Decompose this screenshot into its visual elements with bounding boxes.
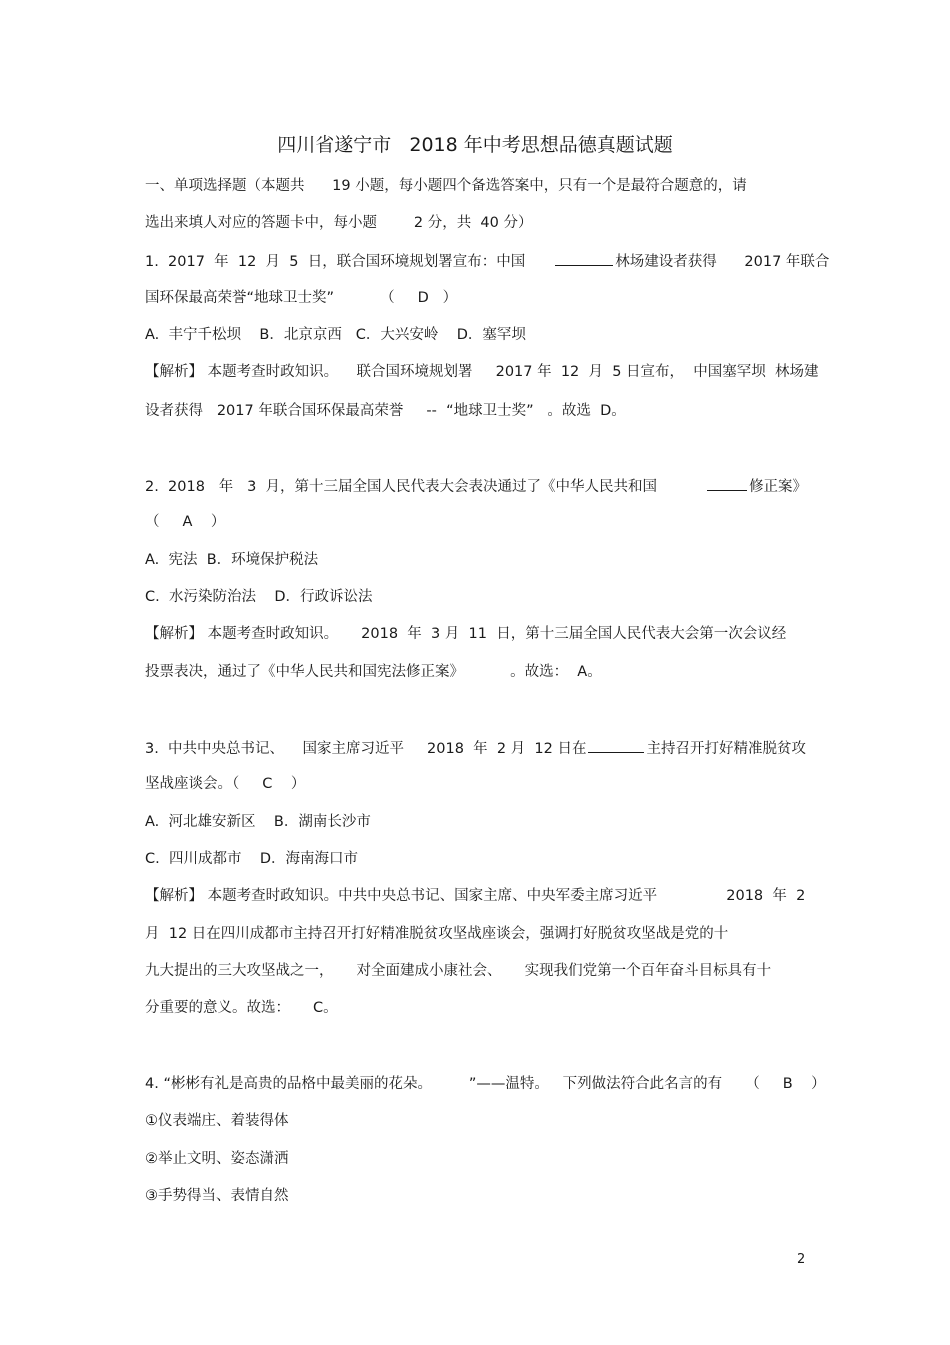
- q2-options-line1: A. 宪法 B．环境保护税法: [145, 552, 319, 568]
- q4-item-1: ①仪表端庄、着装得体: [145, 1113, 289, 1129]
- q4-item-3: ③手势得当、表情自然: [145, 1188, 289, 1204]
- q3-stem: [145, 738, 806, 759]
- q2-analysis-line2: 投票表决，通过了《中华人民共和国宪法修正案》 。故选： A。: [145, 664, 602, 680]
- q2-stem: [145, 476, 807, 497]
- q2-stem-before-blank: 2. 2018 年 3 月，第十三届全国人民代表大会表决通过了《中华人民共和国: [145, 479, 658, 495]
- q3-analysis-line1: 【解析】 本题考查时政知识。中共中央总书记、国家主席、中央军委主席习近平 2018 年 2: [145, 888, 806, 904]
- q3-options-line2: C. 四川成都市 D．海南海口市: [145, 851, 359, 867]
- q2-stem-after-blank: 修正案》: [749, 479, 808, 495]
- q3-options-line1: A. 河北雄安新区 B．湖南长沙市: [145, 814, 371, 830]
- q1-analysis-line1: 【解析】 本题考查时政知识。 联合国环境规划署 2017 年 12 月 5 日宣布， 中国塞罕坝 林场建: [145, 364, 819, 380]
- q3-stem-after-blank: 主持召开打好精准脱贫攻: [646, 741, 806, 757]
- q3-analysis-line3: 九大提出的三大攻坚战之一， 对全面建成小康社会、 实现我们党第一个百年奋斗目标具有十: [145, 963, 772, 979]
- q3-answer-blank: [588, 738, 644, 753]
- q2-stem-continued: （ A ）: [145, 514, 226, 530]
- q1-stem: [145, 251, 829, 272]
- q1-options: A. 丰宁千松坝 B．北京京西 C．大兴安岭 D．塞罕坝: [145, 327, 526, 343]
- q1-answer-blank: [555, 251, 613, 266]
- q3-stem-before-blank: 3. 中共中央总书记、 国家主席习近平 2018 年 2 月 12 日在: [145, 741, 587, 757]
- section-heading-line2: 选出来填人对应的答题卡中，每小题 2 分，共 40 分）: [145, 215, 533, 231]
- section-heading-line1: 一、单项选择题（本题共 19 小题，每小题四个备选答案中，只有一个是最符合题意的，请: [145, 178, 747, 194]
- q3-stem-continued: 坚战座谈会。（ C ）: [145, 776, 306, 792]
- q1-stem-before-blank: 1. 2017 年 12 月 5 日，联合国环境规划署宣布：中国: [145, 254, 526, 270]
- q4-stem: 4. “彬彬有礼是高贵的品格中最美丽的花朵。 ”——温特。 下列做法符合此名言的有 （ B ）: [145, 1076, 826, 1092]
- q3-analysis-line4: 分重要的意义。故选： C。: [145, 1000, 338, 1016]
- q4-item-2: ②举止文明、姿态潇洒: [145, 1151, 289, 1167]
- q2-analysis-line1: 【解析】 本题考查时政知识。 2018 年 3 月 11 日，第十三届全国人民代表大会第一次会议经: [145, 626, 787, 642]
- page-title: 四川省遂宁市 2018 年中考思想品德真题试题: [277, 134, 673, 156]
- q2-answer-blank: [707, 476, 747, 491]
- q2-options-line2: C. 水污染防治法 D．行政诉讼法: [145, 589, 373, 605]
- q1-stem-continued: 国环保最高荣誉“地球卫士奖” （ D ）: [145, 290, 458, 306]
- q3-analysis-line2: 月 12 日在四川成都市主持召开打好精准脱贫攻坚战座谈会，强调打好脱贫攻坚战是党的十: [145, 926, 729, 942]
- page-number: 2: [797, 1252, 806, 1267]
- q1-stem-after-blank: 林场建设者获得 2017 年联合: [615, 254, 830, 270]
- q1-analysis-line2: 设者获得 2017 年联合国环保最高荣誉 -- “地球卫士奖” 。故选 D。: [145, 403, 626, 419]
